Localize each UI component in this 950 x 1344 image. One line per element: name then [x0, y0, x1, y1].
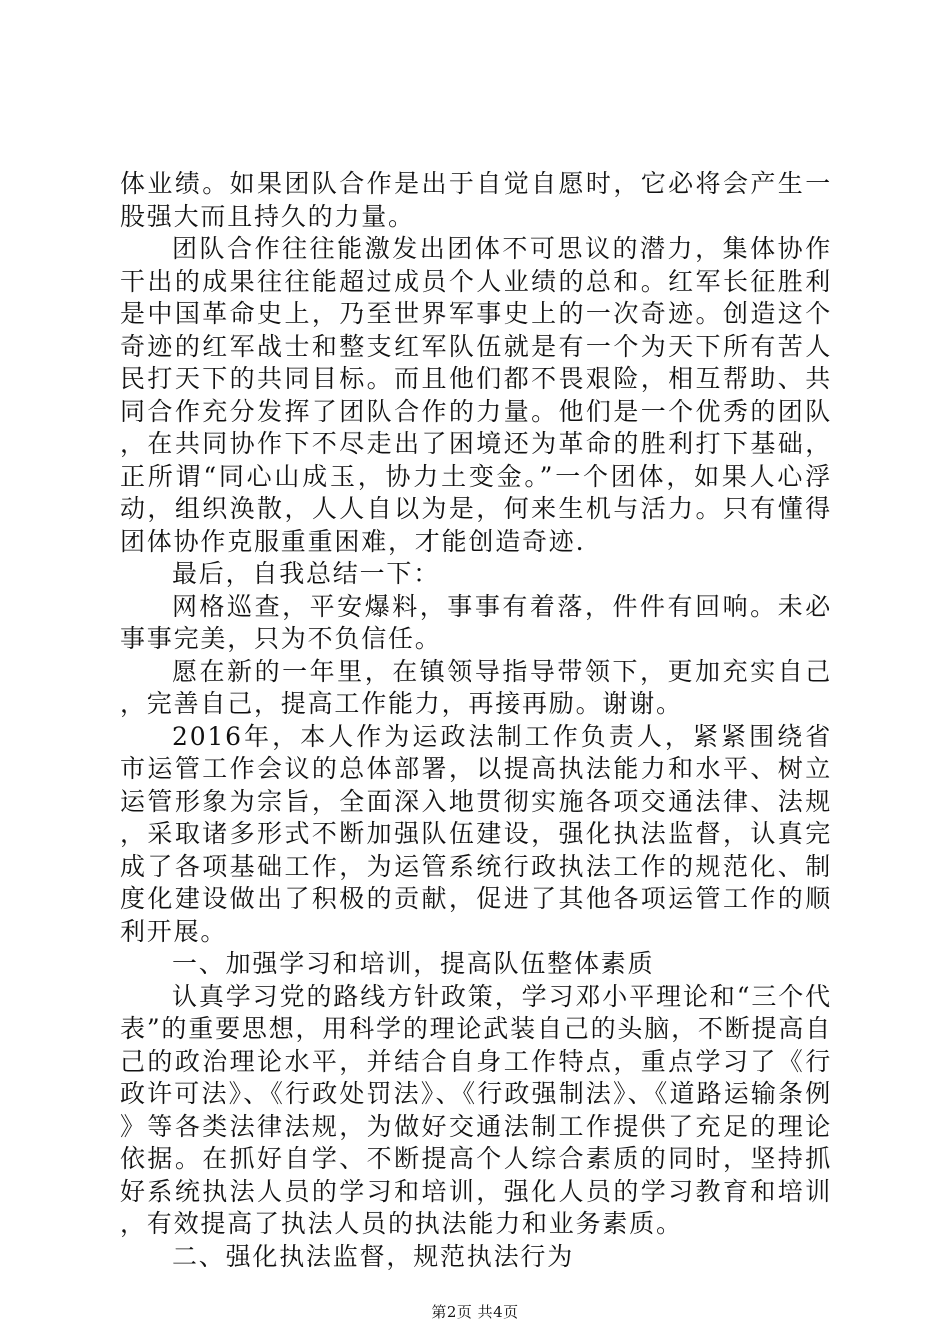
paragraph-grid-patrol: 网格巡查，平安爆料，事事有着落，件件有回响。未必事事完美，只为不负信任。 — [120, 591, 832, 653]
paragraph-2016-overview: 2016年，本人作为运政法制工作负责人，紧紧围绕省市运管工作会议的总体部署，以提高执法能力和水平、树立运管形象为宗旨，全面深入地贯彻实施各项交通法律、法规，采取诸多形式不断加强队伍建设，强化执法监督，认真完成了各项基础工作，为运管系统行政执法工作的规范化、制度化建设做出了积极的贡献，促进了其他各项运管工作的顺利开展。 — [120, 721, 832, 946]
paragraph-summary-intro: 最后，自我总结一下： — [172, 559, 441, 588]
page-number-footer: 第2页 共4页 — [431, 1303, 519, 1321]
paragraph-teamwork: 团队合作往往能激发出团体不可思议的潜力，集体协作干出的成果往往能超过成员个人业绩的总和。红军长征胜利是中国革命史上，乃至世界军事史上的一次奇迹。创造这个奇迹的红军战士和整支红军队伍就是有一个为天下所有苦人民打天下的共同目标。而且他们都不畏艰险，相互帮助、共同合作充分发挥了团队合作的力量。他们是一个优秀的团队，在共同协作下不尽走出了困境还为革命的胜利打下基础，正所谓“同心山成玉，协力土变金。”一个团体，如果人心浮动，组织涣散，人人自以为是，何来生机与活力。只有懂得团体协作克服重重困难，才能创造奇迹. — [120, 234, 832, 556]
paragraph-new-year-wish: 愿在新的一年里，在镇领导指导带领下，更加充实自己，完善自己，提高工作能力，再接再励。谢谢。 — [120, 656, 832, 718]
section-heading-law-enforcement: 二、强化执法监督，规范执法行为 — [172, 1241, 575, 1271]
paragraph-continuation: 体业绩。如果团队合作是出于自觉自愿时，它必将会产生一股强大而且持久的力量。 — [120, 169, 832, 231]
paragraph-study-training: 认真学习党的路线方针政策，学习邓小平理论和“三个代表”的重要思想，用科学的理论武装自己的头脑，不断提高自己的政治理论水平，并结合自身工作特点，重点学习了《行政许可法》、《行政处罚法》、《行政强制法》、《道路运输条例》等各类法律法规，为做好交通法制工作提供了充足的理论依据。在抓好自学、不断提高个人综合素质的同时，坚持抓好系统执法人员的学习和培训，强化人员的学习教育和培训，有效提高了执法人员的执法能力和业务素质。 — [120, 981, 832, 1238]
document-body — [120, 168, 832, 1273]
section-heading-study-training: 一、加强学习和培训，提高队伍整体素质 — [172, 949, 655, 978]
